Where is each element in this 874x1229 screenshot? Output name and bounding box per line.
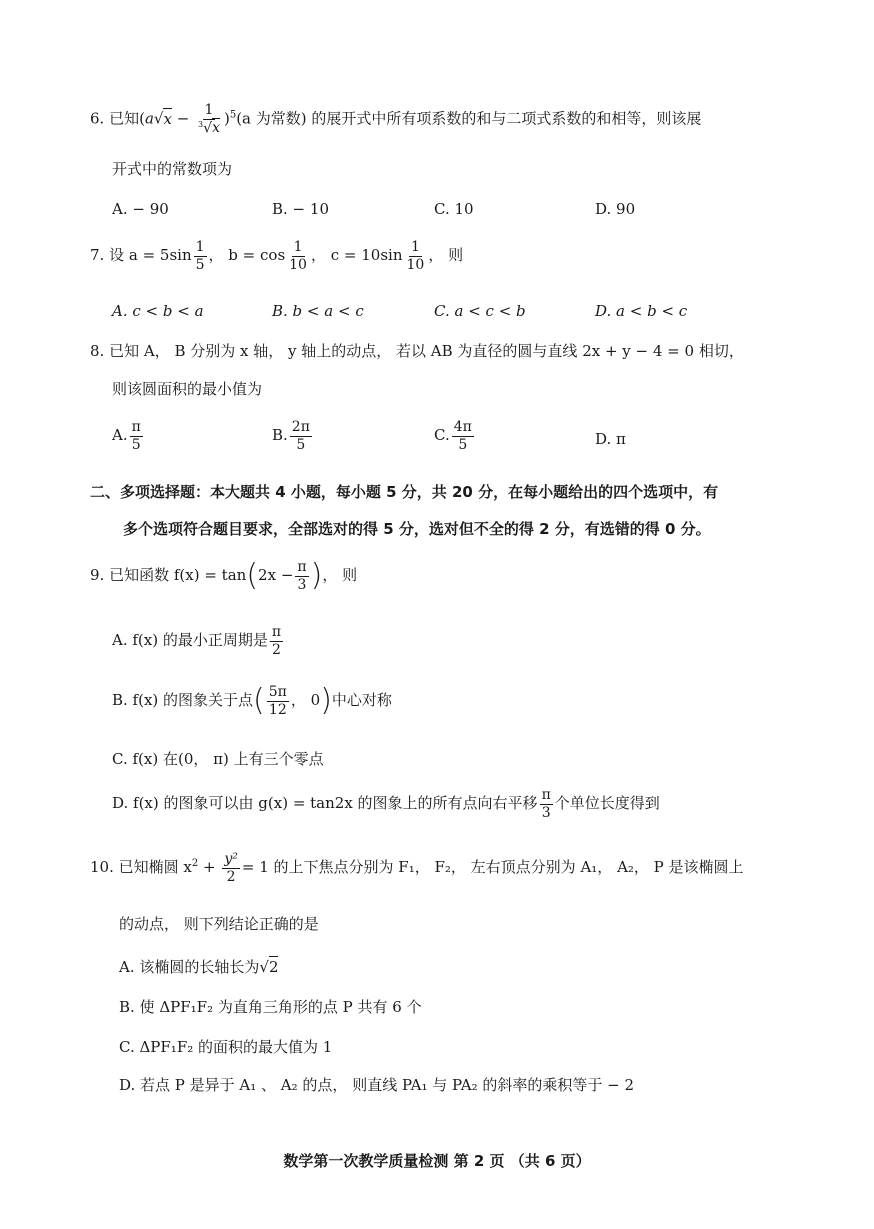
- q6-option-c: C. 10: [434, 200, 474, 218]
- q8-option-b: [272, 420, 314, 452]
- q10-option-a: A. 该椭圆的长轴长为√2: [119, 958, 279, 976]
- q8-option-a: [112, 420, 145, 452]
- q9-option-d-num: π: [541, 787, 551, 803]
- q9-option-b-den: 12: [268, 701, 287, 718]
- q9-option-a: [112, 625, 285, 657]
- q9-paren-open: (: [246, 558, 259, 594]
- q7-frac2-num: 1: [293, 239, 303, 255]
- q9-option-d-frac: [540, 788, 553, 820]
- q9-option-a-frac: [270, 625, 283, 657]
- q6-continuation: 开式中的常数项为: [112, 160, 233, 178]
- q9-option-b-paren-open: (: [253, 683, 265, 719]
- q7-option-c: C. a < c < b: [434, 302, 526, 320]
- q9-option-a-den: 2: [272, 641, 281, 658]
- q8-option-d-text: π: [616, 430, 626, 448]
- q10-option-c: C. ΔPF₁F₂ 的面积的最大值为 1: [119, 1038, 333, 1056]
- q9-option-b-post: 中心对称: [331, 691, 392, 710]
- q9-option-a-text: A. f(x) 的最小正周期是: [112, 631, 268, 650]
- q8-number: 8.: [90, 342, 105, 360]
- q8-option-a-label: A.: [112, 426, 128, 445]
- q6-a: a: [144, 109, 154, 128]
- q8-option-a-frac: [130, 420, 143, 452]
- q6-option-b: B. − 10: [272, 200, 329, 218]
- q7-prefix: 设 a = 5sin: [109, 246, 192, 265]
- q9-option-b-num: 5π: [268, 684, 287, 700]
- q8-option-b-label: B.: [272, 426, 288, 445]
- q9-option-b-mid: ， 0: [290, 691, 321, 710]
- q7-frac3: [405, 240, 427, 272]
- q9-option-d: [112, 788, 660, 820]
- q10-rest: = 1 的上下焦点分别为 F₁， F₂， 左右顶点分别为 A₁， A₂， P 是该椭圆上: [241, 858, 744, 877]
- q7-suffix: ， 则: [428, 246, 464, 265]
- q9-option-c: C. f(x) 在(0， π) 上有三个零点: [112, 750, 324, 768]
- q10-number: 10.: [90, 858, 114, 877]
- q8-option-c-frac: [452, 420, 474, 452]
- q7-frac3-num: 1: [410, 239, 420, 255]
- q7-frac2-den: 10: [289, 256, 307, 273]
- q8-option-c-label: C.: [434, 426, 450, 445]
- q8-options: [112, 420, 772, 464]
- q8-line1: [90, 342, 744, 360]
- q6-prefix: 已知(: [109, 109, 145, 128]
- section2-line1: 二、多项选择题：本大题共 4 小题，每小题 5 分，共 20 分，在每小题给出的四个选项中，有: [90, 483, 719, 501]
- q9-number: 9.: [90, 566, 105, 585]
- q6-option-a: A. − 90: [112, 200, 169, 218]
- q10-frac-den: 2: [226, 868, 236, 885]
- q10-line1: [90, 852, 744, 884]
- q9-option-b-text: B. f(x) 的图象关于点: [112, 691, 254, 710]
- q9-option-a-num: π: [271, 624, 282, 640]
- q8-option-d: [595, 430, 626, 448]
- q9-option-b: [112, 685, 392, 717]
- q8-option-d-label: D.: [595, 430, 612, 448]
- q9-suffix: ， 则: [322, 566, 358, 585]
- q10-option-b: B. 使 ΔPF₁F₂ 为直角三角形的点 P 共有 6 个: [119, 998, 422, 1016]
- q6-root-index: 3: [198, 119, 204, 129]
- q10-option-a-text: A. 该椭圆的长轴长为: [119, 958, 260, 976]
- q8-option-b-frac: [290, 420, 312, 452]
- q8-option-b-den: 5: [296, 436, 306, 453]
- q10-plus: +: [198, 858, 221, 877]
- q8-option-c: [434, 420, 476, 452]
- q6-option-d: D. 90: [595, 200, 636, 218]
- q6-frac-num: 1: [204, 102, 214, 118]
- q9-option-b-paren-close: ): [320, 683, 332, 719]
- q7-option-d: D. a < b < c: [595, 302, 688, 320]
- q6-frac-den: x: [212, 120, 220, 137]
- q9-frac-den: 3: [297, 576, 307, 593]
- q7-number: 7.: [90, 246, 105, 265]
- q9-option-d-text: D. f(x) 的图象可以由 g(x) = tan2x 的图象上的所有点向右平移: [112, 794, 538, 813]
- q10-prefix: 已知椭圆 x: [118, 858, 192, 877]
- q6-number: 6.: [90, 109, 105, 128]
- q7-frac1-den: 5: [195, 256, 205, 273]
- q6-radicand: x: [163, 109, 172, 128]
- q7-options: [112, 302, 772, 324]
- q7-frac1: [194, 240, 207, 272]
- q6-options: [112, 200, 772, 222]
- q9-frac-num: π: [297, 559, 307, 575]
- q7-line1: [90, 240, 463, 272]
- q7-frac2: [287, 240, 309, 272]
- q8-continuation: 则该圆面积的最小值为: [112, 380, 263, 398]
- q9-frac: [295, 560, 308, 592]
- page-footer: 数学第一次教学质量检测 第 2 页 （共 6 页）: [283, 1152, 591, 1170]
- q10-continuation: 的动点， 则下列结论正确的是: [119, 915, 319, 933]
- q8-option-a-num: π: [131, 419, 141, 435]
- q6-line1: 6. 已知(a√x − $\frac{1}{^3√x}$ )$^5$(a 为常数) 的展开式中所有项系数的和与二项式系数的和相等，则该展: [90, 102, 702, 137]
- q6-exponent: 5: [229, 109, 237, 121]
- q8-option-a-den: 5: [131, 436, 141, 453]
- q6-note: (a 为常数) 的展开式中所有项系数的和与二项式系数的和相等，则该展: [236, 109, 702, 128]
- q7-frac3-den: 10: [406, 256, 425, 273]
- q10-frac: [222, 852, 240, 884]
- q10-sup2: 2: [191, 858, 199, 870]
- q10-option-d: D. 若点 P 是异于 A₁ 、 A₂ 的点， 则直线 PA₁ 与 PA₂ 的斜率的乘积等于 − 2: [119, 1076, 635, 1094]
- q9-option-d-den: 3: [541, 804, 551, 821]
- q9-option-b-frac: [267, 685, 289, 717]
- q10-option-a-radicand: 2: [268, 958, 279, 976]
- q7-option-b: B. b < a < c: [272, 302, 364, 320]
- q8-text: 已知 A， B 分别为 x 轴， y 轴上的动点， 若以 AB 为直径的圆与直线 2x + y − 4 = 0 相切，: [109, 342, 744, 360]
- q10-frac-num: y²: [224, 851, 238, 867]
- q7-mid1: ， b = cos: [208, 246, 286, 265]
- q7-frac1-num: 1: [195, 239, 205, 255]
- section2-line2: 多个选项符合题目要求，全部选对的得 5 分，选对但不全的得 2 分，有选错的得 0 分。: [123, 520, 711, 538]
- q7-option-a: A. c < b < a: [112, 302, 204, 320]
- q6-fraction: $\frac{1}{^3√x}$: [198, 102, 220, 137]
- q9-prefix: 已知函数 f(x) = tan: [109, 566, 247, 585]
- q7-mid2: ， c = 10sin: [310, 246, 403, 265]
- q9-line1: [90, 560, 357, 592]
- q8-option-c-num: 4π: [453, 419, 472, 435]
- q9-option-d-post: 个单位长度得到: [554, 794, 660, 813]
- q6-minus: −: [171, 109, 195, 128]
- q9-inner: 2x −: [258, 566, 294, 585]
- q8-option-b-num: 2π: [291, 419, 310, 435]
- q8-option-c-den: 5: [458, 436, 468, 453]
- q9-paren-close: ): [310, 558, 323, 594]
